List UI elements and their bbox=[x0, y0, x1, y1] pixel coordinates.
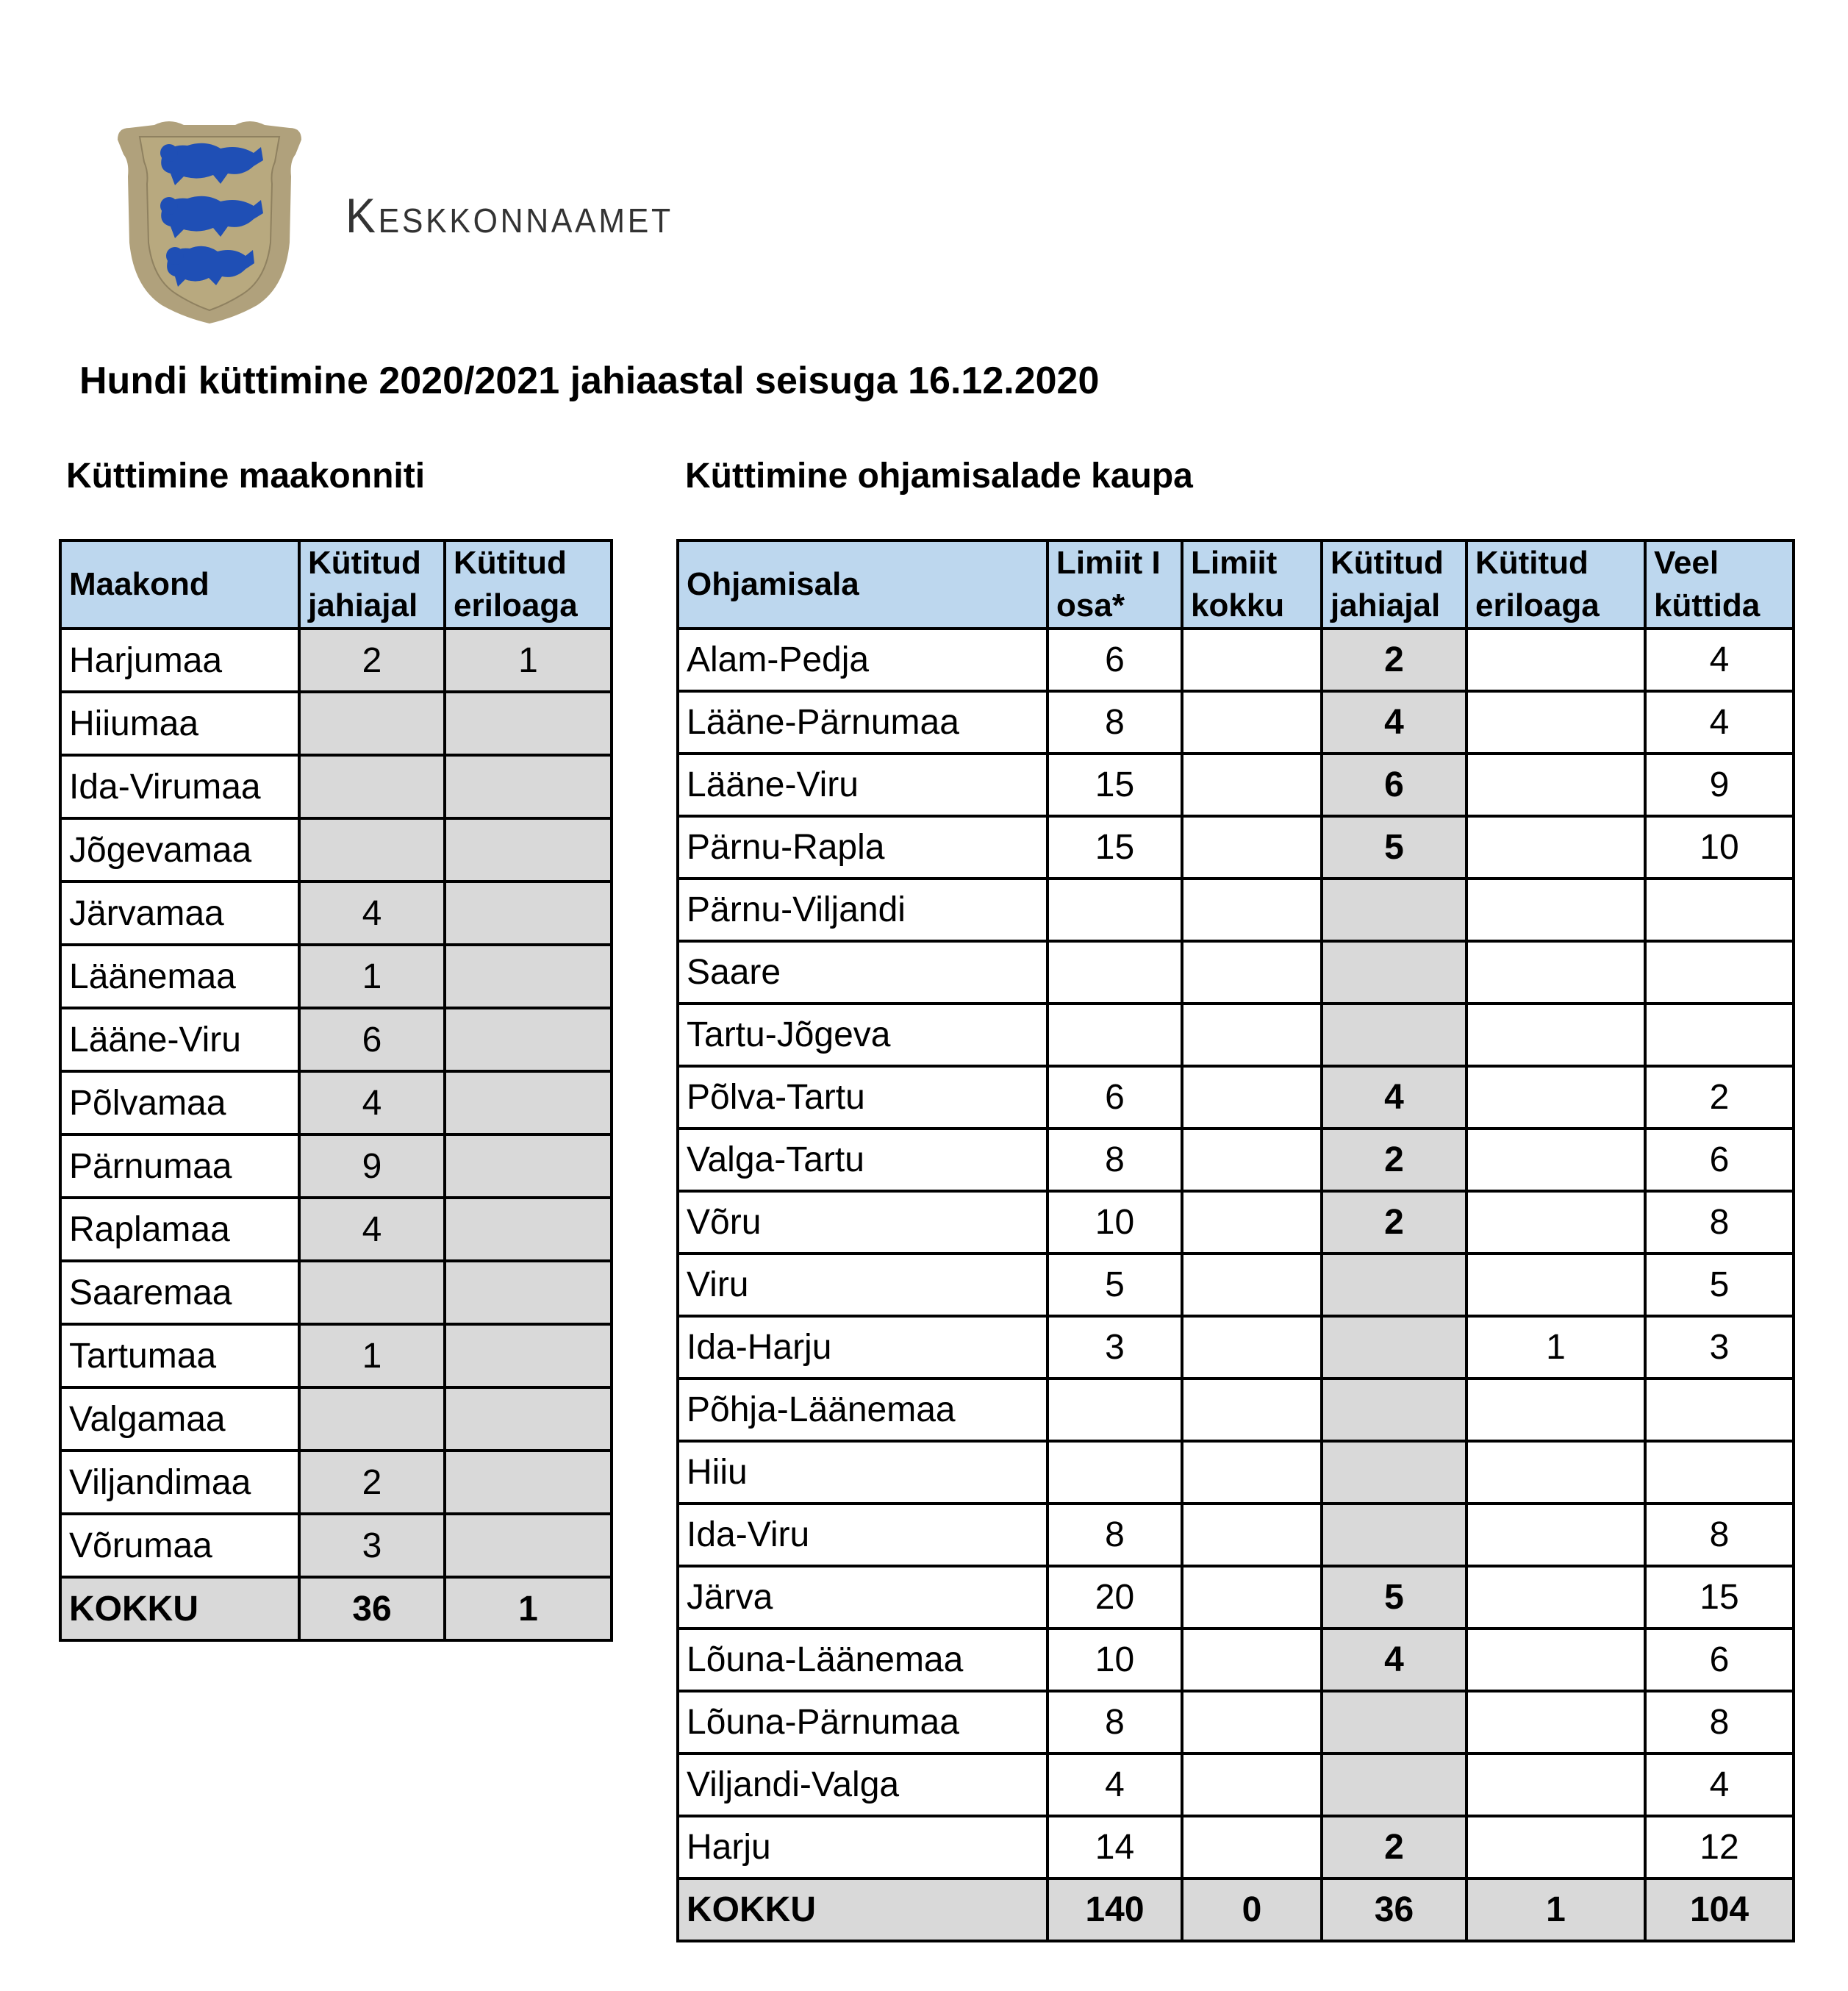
area-value-cell: 10 bbox=[1047, 1191, 1182, 1254]
col-header-remaining-text: Veel küttida bbox=[1654, 545, 1761, 623]
table-row bbox=[678, 691, 1794, 754]
area-value-cell: 5 bbox=[1645, 1254, 1794, 1316]
col-header-hunted-permit-text: Kütitud eriloaga bbox=[454, 545, 578, 623]
county-value-cell: 4 bbox=[299, 1071, 445, 1134]
table-row bbox=[678, 754, 1794, 816]
area-name-cell: Ida-Harju bbox=[678, 1316, 1047, 1379]
area-value-cell bbox=[1182, 1191, 1322, 1254]
col-header-limit-part1-text: Limiit I osa* bbox=[1056, 545, 1161, 623]
area-value-cell: 15 bbox=[1645, 1566, 1794, 1629]
table-row bbox=[678, 941, 1794, 1004]
area-value-cell: 8 bbox=[1645, 1691, 1794, 1754]
county-value-cell: 4 bbox=[299, 1198, 445, 1261]
area-name-cell: Valga-Tartu bbox=[678, 1129, 1047, 1191]
county-value-cell bbox=[445, 692, 612, 755]
area-value-cell: 10 bbox=[1645, 816, 1794, 879]
area-value-cell: 4 bbox=[1322, 1066, 1466, 1129]
county-name-cell: Valgamaa bbox=[60, 1387, 299, 1451]
table-row bbox=[678, 629, 1794, 691]
area-value-cell: 12 bbox=[1645, 1816, 1794, 1879]
county-value-cell bbox=[299, 1387, 445, 1451]
total-value-cell: 36 bbox=[1322, 1879, 1466, 1941]
estonian-coat-of-arms-icon bbox=[110, 118, 309, 324]
area-value-cell: 5 bbox=[1047, 1254, 1182, 1316]
area-value-cell bbox=[1466, 691, 1645, 754]
area-value-cell bbox=[1182, 1004, 1322, 1066]
area-value-cell: 15 bbox=[1047, 754, 1182, 816]
area-value-cell bbox=[1466, 1129, 1645, 1191]
county-name-cell: Pärnumaa bbox=[60, 1134, 299, 1198]
county-value-cell bbox=[445, 1134, 612, 1198]
area-value-cell bbox=[1322, 1691, 1466, 1754]
col-header-hunted-season bbox=[1322, 540, 1466, 629]
area-value-cell bbox=[1322, 1254, 1466, 1316]
area-value-cell bbox=[1182, 1129, 1322, 1191]
county-value-cell bbox=[445, 1324, 612, 1387]
col-header-remaining bbox=[1645, 540, 1794, 629]
area-name-cell: Järva bbox=[678, 1566, 1047, 1629]
table-row bbox=[60, 1324, 612, 1387]
table-row bbox=[60, 818, 612, 882]
county-value-cell: 1 bbox=[299, 1324, 445, 1387]
area-value-cell bbox=[1182, 1504, 1322, 1566]
area-value-cell bbox=[1466, 1816, 1645, 1879]
area-value-cell bbox=[1047, 1004, 1182, 1066]
area-value-cell: 2 bbox=[1322, 1816, 1466, 1879]
table-row bbox=[60, 1514, 612, 1577]
area-name-cell: Tartu-Jõgeva bbox=[678, 1004, 1047, 1066]
area-value-cell: 8 bbox=[1047, 1504, 1182, 1566]
area-name-cell: Ida-Viru bbox=[678, 1504, 1047, 1566]
county-value-cell: 2 bbox=[299, 1451, 445, 1514]
col-header-limit-total bbox=[1182, 540, 1322, 629]
table-row bbox=[60, 1008, 612, 1071]
area-value-cell: 9 bbox=[1645, 754, 1794, 816]
area-value-cell bbox=[1645, 1004, 1794, 1066]
area-value-cell bbox=[1466, 1691, 1645, 1754]
col-header-county: Maakond bbox=[60, 540, 299, 629]
area-value-cell bbox=[1047, 941, 1182, 1004]
area-value-cell bbox=[1322, 1379, 1466, 1441]
col-header-hunted-season bbox=[299, 540, 445, 629]
area-value-cell bbox=[1466, 1504, 1645, 1566]
area-value-cell: 1 bbox=[1466, 1316, 1645, 1379]
area-value-cell bbox=[1466, 941, 1645, 1004]
area-value-cell bbox=[1322, 941, 1466, 1004]
col-header-hunted-permit bbox=[1466, 540, 1645, 629]
table-row bbox=[678, 1504, 1794, 1566]
county-name-cell: Võrumaa bbox=[60, 1514, 299, 1577]
area-value-cell: 8 bbox=[1645, 1504, 1794, 1566]
area-header-row bbox=[678, 540, 1794, 629]
area-value-cell: 6 bbox=[1047, 1066, 1182, 1129]
table-row bbox=[678, 1004, 1794, 1066]
area-value-cell bbox=[1182, 1629, 1322, 1691]
county-value-cell bbox=[445, 755, 612, 818]
total-label-cell: KOKKU bbox=[60, 1577, 299, 1640]
area-name-cell: Alam-Pedja bbox=[678, 629, 1047, 691]
org-name: Keskkonnaamet bbox=[345, 188, 673, 243]
table-row bbox=[678, 1191, 1794, 1254]
col-header-limit-part1 bbox=[1047, 540, 1182, 629]
table-row bbox=[60, 882, 612, 945]
page-title: Hundi küttimine 2020/2021 jahiaastal seisuga 16.12.2020 bbox=[79, 360, 1100, 402]
area-name-cell: Võru bbox=[678, 1191, 1047, 1254]
county-value-cell bbox=[445, 1198, 612, 1261]
area-name-cell: Pärnu-Viljandi bbox=[678, 879, 1047, 941]
area-name-cell: Lääne-Viru bbox=[678, 754, 1047, 816]
area-value-cell bbox=[1182, 1254, 1322, 1316]
area-name-cell: Viljandi-Valga bbox=[678, 1754, 1047, 1816]
table-row bbox=[60, 1261, 612, 1324]
total-value-cell: 140 bbox=[1047, 1879, 1182, 1941]
area-value-cell: 5 bbox=[1322, 816, 1466, 879]
county-value-cell: 1 bbox=[445, 629, 612, 692]
county-section-title: Küttimine maakonniti bbox=[66, 457, 426, 496]
area-value-cell bbox=[1182, 1816, 1322, 1879]
area-value-cell bbox=[1047, 1441, 1182, 1504]
area-value-cell bbox=[1466, 629, 1645, 691]
area-value-cell: 15 bbox=[1047, 816, 1182, 879]
county-value-cell bbox=[445, 1008, 612, 1071]
table-row bbox=[60, 1071, 612, 1134]
area-value-cell bbox=[1322, 1316, 1466, 1379]
col-header-limit-total-text: Limiit kokku bbox=[1191, 545, 1285, 623]
area-value-cell: 6 bbox=[1645, 1629, 1794, 1691]
area-value-cell bbox=[1182, 754, 1322, 816]
area-value-cell bbox=[1047, 1379, 1182, 1441]
county-name-cell: Viljandimaa bbox=[60, 1451, 299, 1514]
table-row bbox=[60, 1387, 612, 1451]
area-name-cell: Hiiu bbox=[678, 1441, 1047, 1504]
table-row bbox=[678, 1379, 1794, 1441]
area-value-cell: 4 bbox=[1645, 1754, 1794, 1816]
county-value-cell bbox=[445, 818, 612, 882]
area-value-cell: 2 bbox=[1322, 629, 1466, 691]
table-row bbox=[678, 1254, 1794, 1316]
area-name-cell: Lõuna-Pärnumaa bbox=[678, 1691, 1047, 1754]
county-value-cell bbox=[445, 1451, 612, 1514]
area-value-cell: 6 bbox=[1047, 629, 1182, 691]
area-name-cell: Pärnu-Rapla bbox=[678, 816, 1047, 879]
table-row bbox=[678, 1066, 1794, 1129]
county-value-cell: 3 bbox=[299, 1514, 445, 1577]
area-name-cell: Lõuna-Läänemaa bbox=[678, 1629, 1047, 1691]
area-value-cell bbox=[1182, 1566, 1322, 1629]
area-value-cell bbox=[1182, 816, 1322, 879]
area-value-cell bbox=[1466, 1754, 1645, 1816]
area-value-cell: 4 bbox=[1322, 1629, 1466, 1691]
col-header-hunted-permit bbox=[445, 540, 612, 629]
total-value-cell: 104 bbox=[1645, 1879, 1794, 1941]
county-value-cell: 1 bbox=[299, 945, 445, 1008]
area-value-cell: 4 bbox=[1645, 629, 1794, 691]
area-value-cell: 4 bbox=[1047, 1754, 1182, 1816]
table-row bbox=[60, 692, 612, 755]
area-value-cell: 2 bbox=[1322, 1191, 1466, 1254]
area-value-cell bbox=[1466, 1441, 1645, 1504]
total-value-cell: 1 bbox=[1466, 1879, 1645, 1941]
county-value-cell bbox=[299, 1261, 445, 1324]
total-row bbox=[60, 1577, 612, 1640]
county-name-cell: Jõgevamaa bbox=[60, 818, 299, 882]
area-value-cell bbox=[1182, 1754, 1322, 1816]
area-value-cell: 5 bbox=[1322, 1566, 1466, 1629]
county-name-cell: Harjumaa bbox=[60, 629, 299, 692]
county-value-cell: 4 bbox=[299, 882, 445, 945]
table-row bbox=[60, 945, 612, 1008]
area-value-cell bbox=[1645, 941, 1794, 1004]
county-value-cell bbox=[445, 1261, 612, 1324]
area-value-cell bbox=[1322, 1754, 1466, 1816]
area-value-cell bbox=[1322, 1504, 1466, 1566]
table-row bbox=[60, 755, 612, 818]
total-value-cell: 36 bbox=[299, 1577, 445, 1640]
county-value-cell: 9 bbox=[299, 1134, 445, 1198]
county-value-cell bbox=[445, 1071, 612, 1134]
total-row bbox=[678, 1879, 1794, 1941]
area-value-cell bbox=[1182, 691, 1322, 754]
area-value-cell bbox=[1466, 1379, 1645, 1441]
area-value-cell: 2 bbox=[1645, 1066, 1794, 1129]
area-value-cell bbox=[1182, 1316, 1322, 1379]
area-value-cell: 8 bbox=[1047, 1129, 1182, 1191]
area-value-cell: 2 bbox=[1322, 1129, 1466, 1191]
table-row bbox=[60, 629, 612, 692]
area-value-cell bbox=[1645, 1441, 1794, 1504]
area-value-cell bbox=[1466, 1566, 1645, 1629]
area-value-cell: 8 bbox=[1047, 691, 1182, 754]
area-value-cell bbox=[1182, 1691, 1322, 1754]
area-value-cell: 3 bbox=[1645, 1316, 1794, 1379]
table-row bbox=[678, 879, 1794, 941]
col-header-hunted-season-text: Kütitud jahiajal bbox=[308, 545, 421, 623]
area-value-cell bbox=[1466, 1629, 1645, 1691]
table-row bbox=[678, 1566, 1794, 1629]
area-value-cell: 6 bbox=[1645, 1129, 1794, 1191]
county-name-cell: Põlvamaa bbox=[60, 1071, 299, 1134]
county-value-cell: 6 bbox=[299, 1008, 445, 1071]
county-value-cell bbox=[299, 818, 445, 882]
area-value-cell: 4 bbox=[1645, 691, 1794, 754]
area-value-cell: 10 bbox=[1047, 1629, 1182, 1691]
area-value-cell bbox=[1466, 1066, 1645, 1129]
area-value-cell bbox=[1047, 879, 1182, 941]
area-name-cell: Harju bbox=[678, 1816, 1047, 1879]
area-value-cell bbox=[1645, 1379, 1794, 1441]
area-value-cell bbox=[1322, 1441, 1466, 1504]
table-row bbox=[678, 1129, 1794, 1191]
county-value-cell bbox=[299, 755, 445, 818]
county-name-cell: Läänemaa bbox=[60, 945, 299, 1008]
table-row bbox=[678, 1754, 1794, 1816]
area-value-cell bbox=[1182, 879, 1322, 941]
area-value-cell bbox=[1182, 1441, 1322, 1504]
col-header-hunted-permit-text: Kütitud eriloaga bbox=[1475, 545, 1600, 623]
county-name-cell: Ida-Virumaa bbox=[60, 755, 299, 818]
table-row bbox=[60, 1451, 612, 1514]
area-name-cell: Lääne-Pärnumaa bbox=[678, 691, 1047, 754]
area-value-cell bbox=[1322, 1004, 1466, 1066]
area-name-cell: Põlva-Tartu bbox=[678, 1066, 1047, 1129]
area-value-cell bbox=[1182, 629, 1322, 691]
county-value-cell bbox=[445, 945, 612, 1008]
county-table bbox=[59, 539, 613, 1642]
county-name-cell: Tartumaa bbox=[60, 1324, 299, 1387]
area-value-cell bbox=[1182, 1066, 1322, 1129]
area-name-cell: Viru bbox=[678, 1254, 1047, 1316]
area-section-title: Küttimine ohjamisalade kaupa bbox=[685, 457, 1193, 496]
table-row bbox=[678, 1816, 1794, 1879]
area-value-cell: 8 bbox=[1047, 1691, 1182, 1754]
table-row bbox=[678, 1691, 1794, 1754]
area-value-cell: 14 bbox=[1047, 1816, 1182, 1879]
area-value-cell bbox=[1182, 1379, 1322, 1441]
county-name-cell: Lääne-Viru bbox=[60, 1008, 299, 1071]
col-header-hunted-season-text: Kütitud jahiajal bbox=[1331, 545, 1444, 623]
area-value-cell: 20 bbox=[1047, 1566, 1182, 1629]
total-value-cell: 0 bbox=[1182, 1879, 1322, 1941]
area-value-cell bbox=[1466, 879, 1645, 941]
area-value-cell: 4 bbox=[1322, 691, 1466, 754]
county-name-cell: Raplamaa bbox=[60, 1198, 299, 1261]
area-value-cell bbox=[1466, 754, 1645, 816]
area-name-cell: Põhja-Läänemaa bbox=[678, 1379, 1047, 1441]
county-value-cell bbox=[445, 1514, 612, 1577]
total-value-cell: 1 bbox=[445, 1577, 612, 1640]
county-name-cell: Hiiumaa bbox=[60, 692, 299, 755]
col-header-area: Ohjamisala bbox=[678, 540, 1047, 629]
county-value-cell: 2 bbox=[299, 629, 445, 692]
area-value-cell bbox=[1466, 816, 1645, 879]
table-row bbox=[60, 1134, 612, 1198]
county-name-cell: Saaremaa bbox=[60, 1261, 299, 1324]
area-value-cell: 6 bbox=[1322, 754, 1466, 816]
area-table bbox=[676, 539, 1795, 1942]
county-value-cell bbox=[445, 1387, 612, 1451]
area-value-cell bbox=[1466, 1254, 1645, 1316]
county-header-row bbox=[60, 540, 612, 629]
area-name-cell: Saare bbox=[678, 941, 1047, 1004]
table-row bbox=[678, 1629, 1794, 1691]
table-row bbox=[678, 816, 1794, 879]
area-value-cell bbox=[1466, 1004, 1645, 1066]
area-value-cell: 8 bbox=[1645, 1191, 1794, 1254]
table-row bbox=[60, 1198, 612, 1261]
area-value-cell bbox=[1645, 879, 1794, 941]
area-value-cell bbox=[1466, 1191, 1645, 1254]
county-value-cell bbox=[445, 882, 612, 945]
county-value-cell bbox=[299, 692, 445, 755]
area-value-cell bbox=[1322, 879, 1466, 941]
area-value-cell: 3 bbox=[1047, 1316, 1182, 1379]
total-label-cell: KOKKU bbox=[678, 1879, 1047, 1941]
county-name-cell: Järvamaa bbox=[60, 882, 299, 945]
table-row bbox=[678, 1316, 1794, 1379]
area-value-cell bbox=[1182, 941, 1322, 1004]
table-row bbox=[678, 1441, 1794, 1504]
